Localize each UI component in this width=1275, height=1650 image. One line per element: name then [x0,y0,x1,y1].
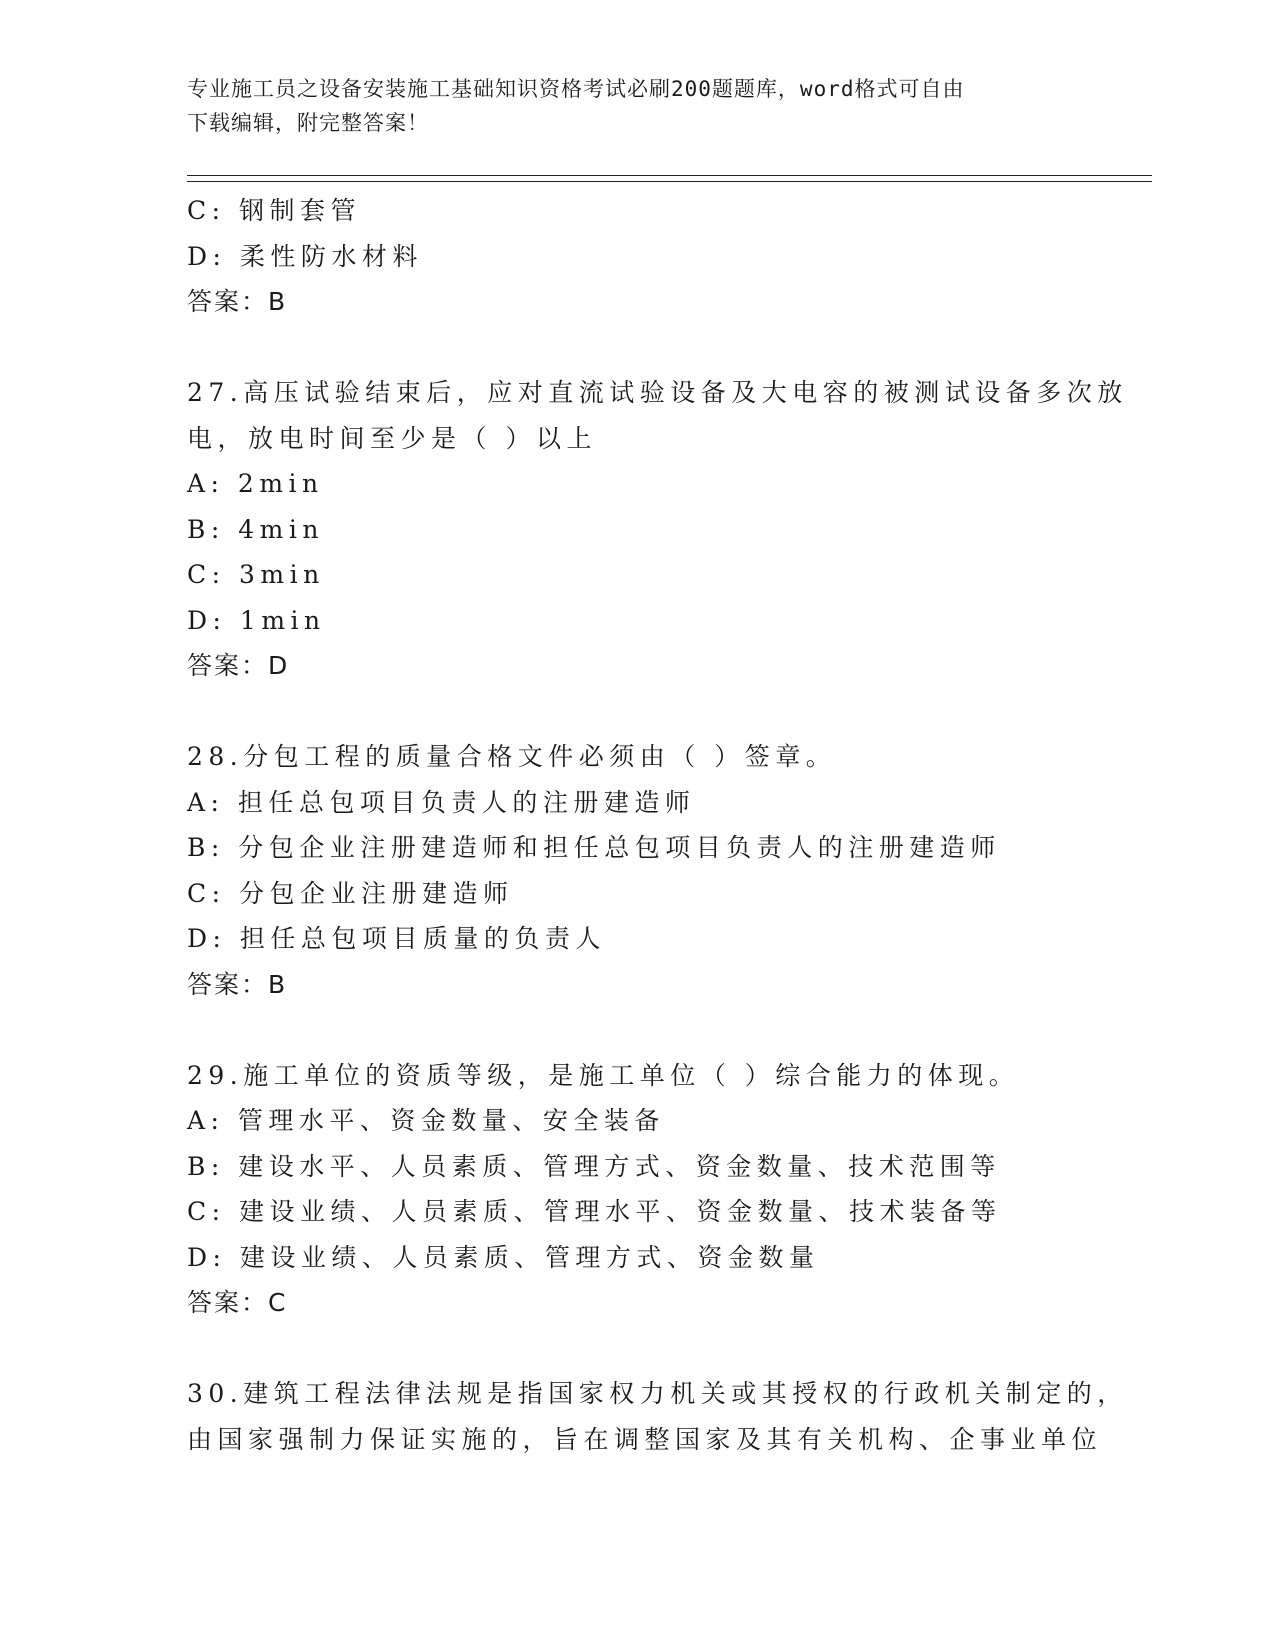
question-list [187,188,1128,1462]
header-divider-bottom [187,181,1152,182]
question-30 [187,1371,1128,1462]
option-c: C: 3min [187,560,325,589]
spacer [187,325,1087,371]
question-stem: 30.建筑工程法律法规是指国家权力机关或其授权的行政机关制定的， [187,1379,1128,1408]
answer-line: 答案：C [187,1288,288,1317]
question-27 [187,370,1128,689]
question-stem: 27.高压试验结束后，应对直流试验设备及大电容的被测试设备多次放 [187,378,1128,407]
previous-question-tail [187,188,1087,325]
answer-line: 答案：B [187,969,288,999]
spacer [187,1326,1087,1372]
answer-line: 答案：B [187,287,288,316]
answer-line: 答案：D [187,651,290,680]
option-d: D: 1min [187,605,326,635]
question-28 [187,734,1087,1007]
option-d: D: 柔性防水材料 [187,241,423,271]
spacer [187,1007,1087,1053]
option-d: D: 建设业绩、人员素质、管理方式、资金数量 [187,1242,820,1272]
option-c: C: 钢制套管 [187,196,361,225]
option-d: D: 担任总包项目质量的负责人 [187,924,606,953]
spacer [187,689,1087,735]
option-b: B: 分包企业注册建造师和担任总包项目负责人的注册建造师 [187,833,1001,862]
header-divider-top [187,175,1152,176]
option-b: B: 建设水平、人员素质、管理方式、资金数量、技术范围等 [187,1151,1001,1181]
option-b: B: 4min [187,514,324,544]
question-stem-continued: 由国家强制力保证实施的，旨在调整国家及其有关机构、企事业单位 [187,1424,1103,1454]
option-c: C: 分包企业注册建造师 [187,878,514,908]
header-line-1: 专业施工员之设备安装施工基础知识资格考试必刷200题题库，word格式可自由 [187,77,965,101]
question-29 [187,1053,1087,1326]
option-a: A: 担任总包项目负责人的注册建造师 [187,787,696,817]
option-a: A: 管理水平、资金数量、安全装备 [187,1106,665,1135]
header-line-2: 下载编辑，附完整答案！ [187,111,429,135]
question-stem: 29.施工单位的资质等级，是施工单位（ ）综合能力的体现。 [187,1060,1020,1090]
option-a: A: 2min [187,469,324,498]
question-stem-continued: 电，放电时间至少是（ ）以上 [187,423,597,453]
option-c: C: 建设业绩、人员素质、管理水平、资金数量、技术装备等 [187,1197,1002,1226]
document-header [187,72,1067,140]
question-stem: 28.分包工程的质量合格文件必须由（ ）签章。 [187,742,837,771]
